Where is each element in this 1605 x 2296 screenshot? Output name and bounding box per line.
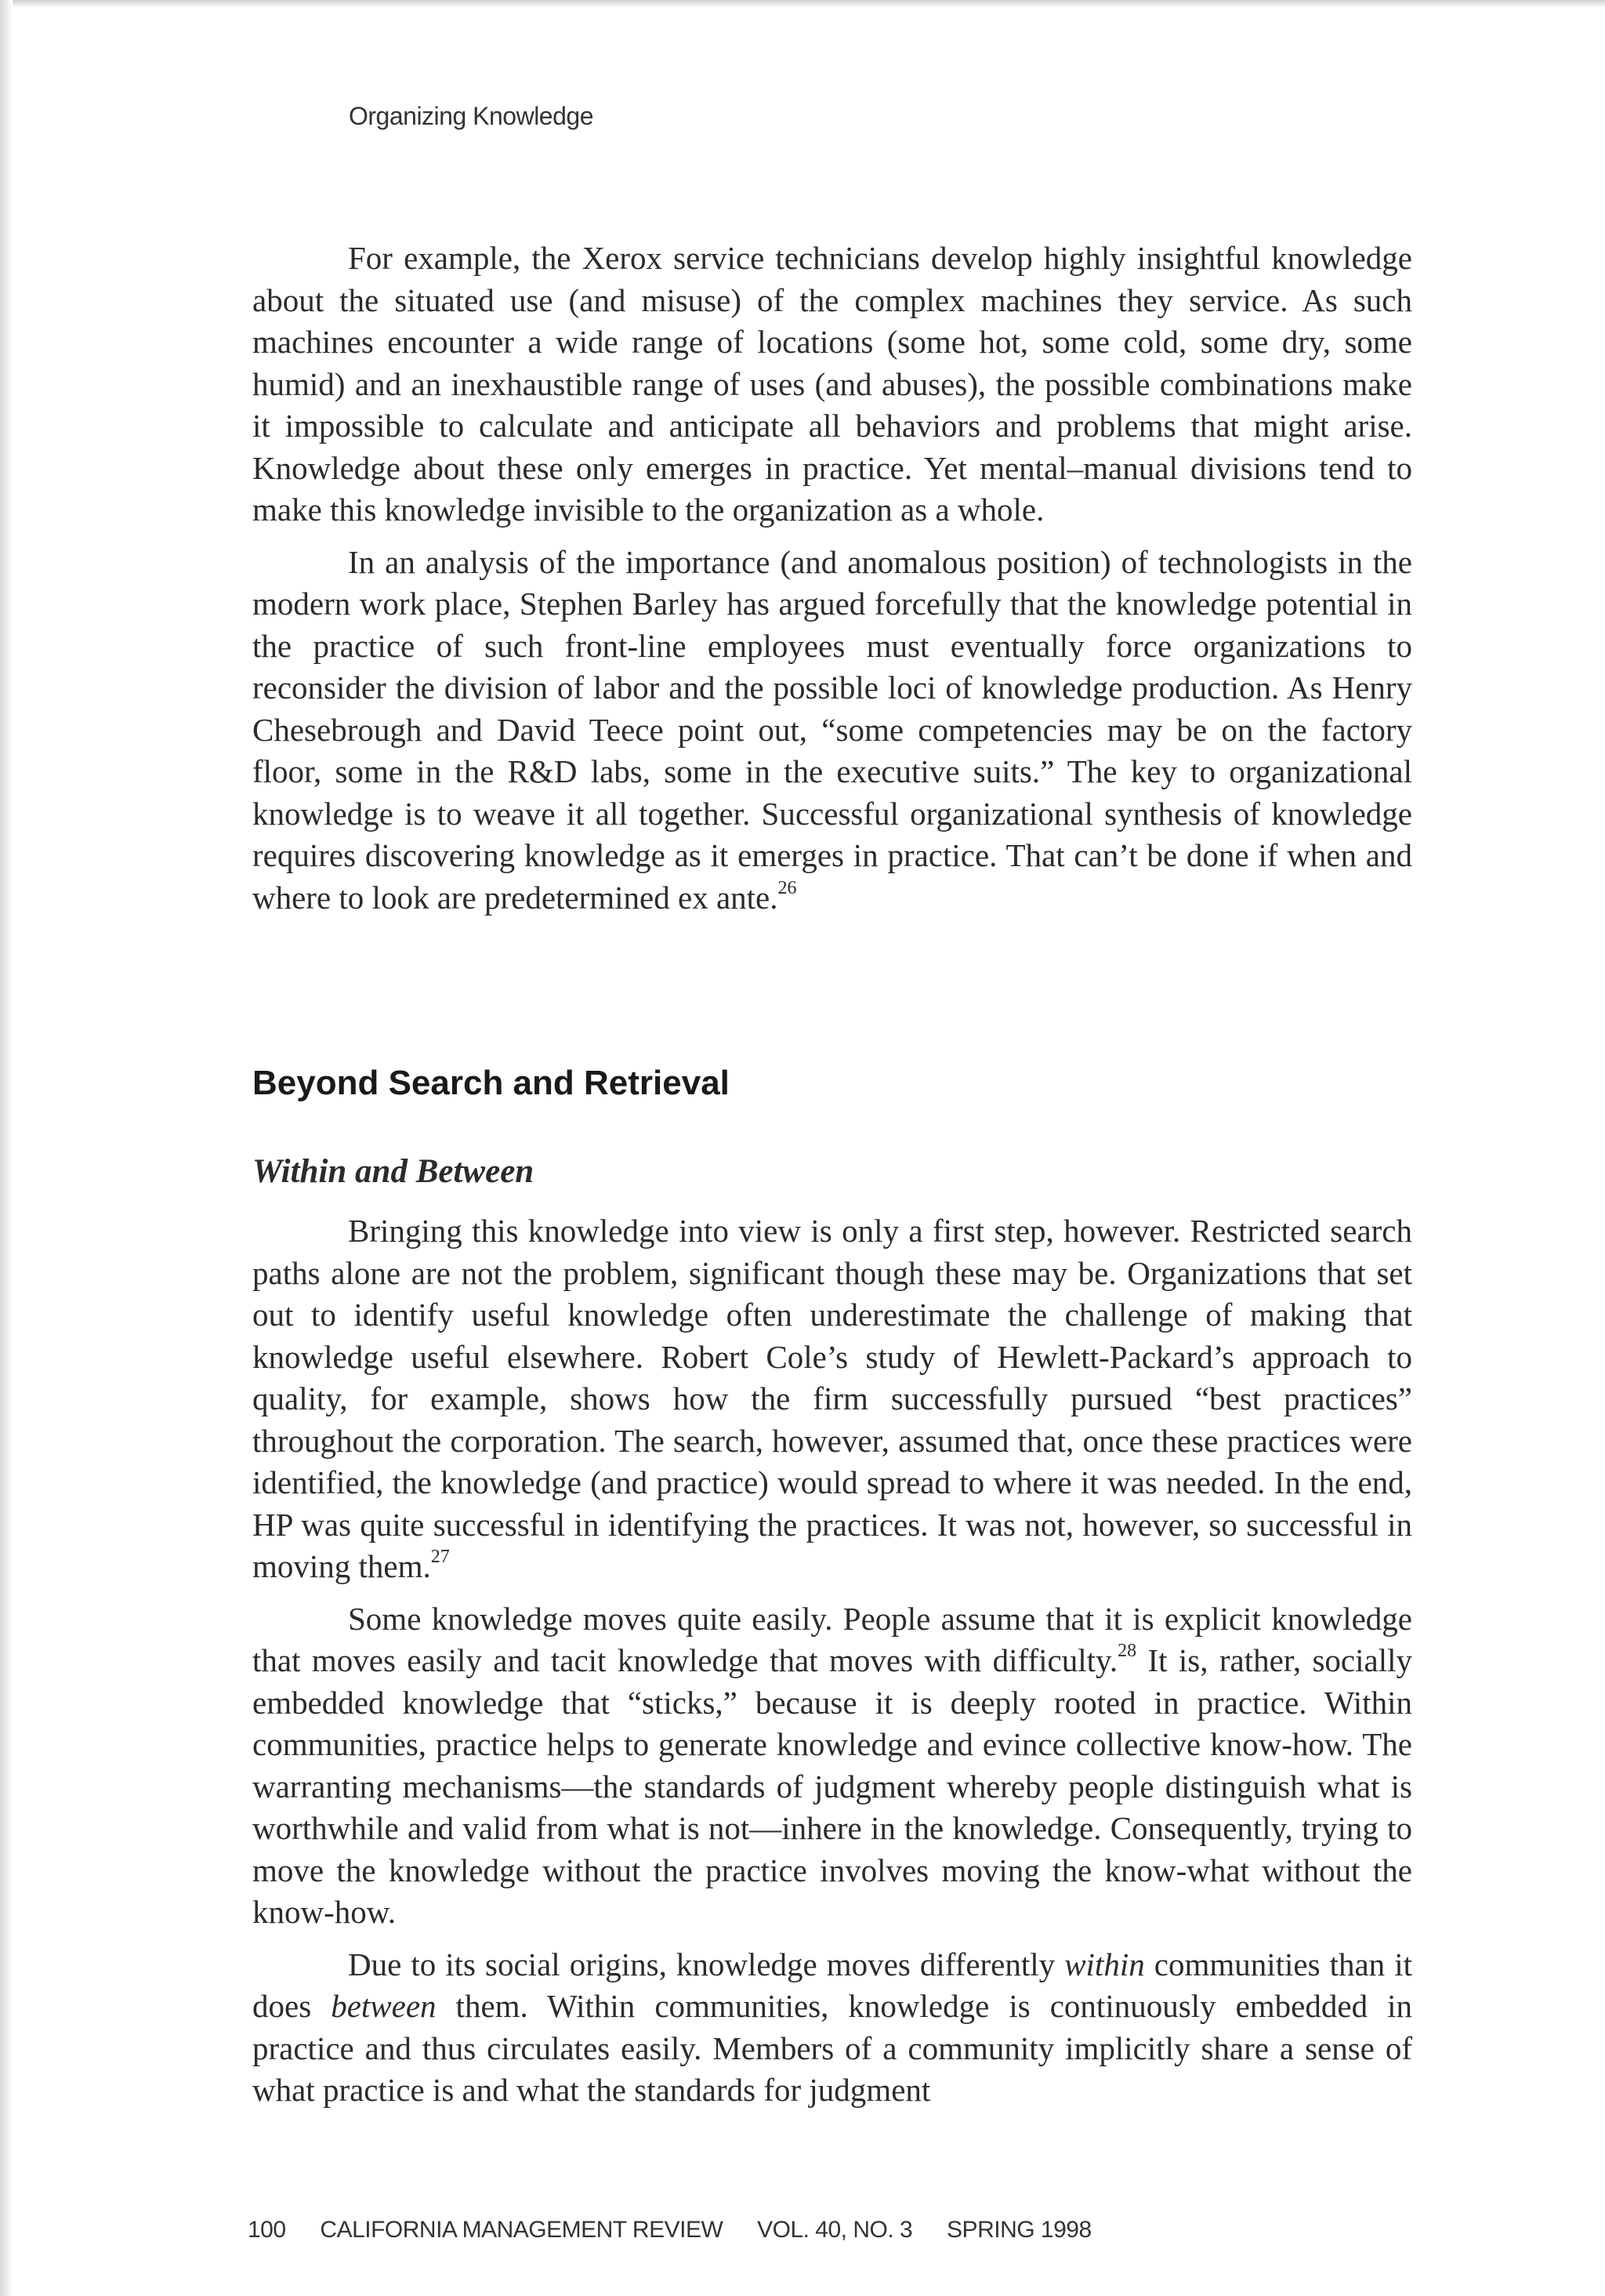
paragraph-text: them. Within communities, knowledge is continuously embedded in practice and thus circulates easily. Members of a community implicitly share a sense of what practice is and what the standards for judgment (252, 1988, 1412, 2108)
paragraph-text: It is, rather, socially embedded knowledge that “sticks,” because it is deeply rooted in practice. Within communities, practice helps to generate knowledge and evince collective know-how. The warranting mechanisms—the standards of judgment whereby people distinguish what is worthwhile and valid from what is not—inhere in the knowledge. Consequently, trying to move the knowledge without the practice involves moving the know-what without the know-how. (252, 1642, 1412, 1930)
page-number: 100 (248, 2217, 286, 2243)
page-footer (248, 2217, 1120, 2243)
endnote-ref-26: 26 (777, 877, 797, 898)
volume-info: VOL. 40, NO. 3 (757, 2217, 913, 2243)
scan-left-edge (0, 0, 13, 2296)
endnote-ref-28: 28 (1118, 1641, 1137, 1662)
endnote-ref-27: 27 (430, 1547, 450, 1568)
paragraph-text: For example, the Xerox service technicians develop highly insightful knowledge about the situated use (and misuse) of the complex machines they service. As such machines encounter a wide range of locations (some hot, some cold, some dry, some humid) and an inexhaustible range of uses (and abuses), the possible combinations make it impossible to calculate and anticipate all behaviors and problems that might arise. Knowledge about these only emerges in practice. Yet mental–manual divisions tend to make this knowledge invisible to the organization as a whole. (252, 240, 1412, 528)
emphasis-within: within (1064, 1946, 1145, 1982)
section-heading: Beyond Search and Retrieval (252, 1064, 730, 1102)
paragraph-text: communities than it does (252, 1946, 1412, 2024)
emphasis-between: between (331, 1988, 437, 2024)
paragraph-hp (252, 1210, 1412, 1588)
paragraph-xerox (252, 238, 1412, 531)
paragraph-text: In an analysis of the importance (and anomalous position) of technologists in the modern work place, Stephen Barley has argued forcefully that the knowledge potential in the practice of such front-line employees must eventually force organizations to reconsider the division of labor and the possible loci of knowledge production. As Henry Chesebrough and David Teece point out, “some competencies may be on the factory floor, some in the R&D labs, some in the executive suits.” The key to organizational knowledge is to weave it all together. Successful organizational synthesis of knowledge requires discovering knowledge as it emerges in practice. That can’t be done if when and where to look are predetermined ex ante. (252, 543, 1412, 916)
paragraph-sticky-knowledge (252, 1598, 1412, 1934)
sub-heading: Within and Between (252, 1153, 534, 1190)
paragraph-text: Due to its social origins, knowledge moves differently (348, 1946, 1065, 1982)
paragraph-text: Bringing this knowledge into view is only a first step, however. Restricted search paths alone are not the problem, significant though these may be. Organizations that set out to identify useful knowledge often underestimate the challenge of making that knowledge useful elsewhere. Robert Cole’s study of Hewlett-Packard’s approach to quality, for example, shows how the firm successfully pursued “best practices” throughout the corporation. The search, however, assumed that, once these practices were identified, the knowledge (and practice) would spread to where it was needed. In the end, HP was quite successful in identifying the practices. It was not, however, so successful in moving them. (252, 1213, 1412, 1584)
paragraph-barley (252, 542, 1412, 919)
paragraph-within-between (252, 1944, 1412, 2112)
body-text-upper (252, 238, 1412, 929)
running-head: Organizing Knowledge (349, 102, 593, 130)
paragraph-text: Some knowledge moves quite easily. People assume that it is explicit knowledge that moves easily and tacit knowledge that moves with difficulty. (252, 1600, 1412, 1678)
body-text-lower (252, 1210, 1412, 2122)
issue-date: SPRING 1998 (947, 2217, 1092, 2243)
journal-name: CALIFORNIA MANAGEMENT REVIEW (320, 2217, 723, 2243)
scan-top-edge (0, 0, 1605, 8)
